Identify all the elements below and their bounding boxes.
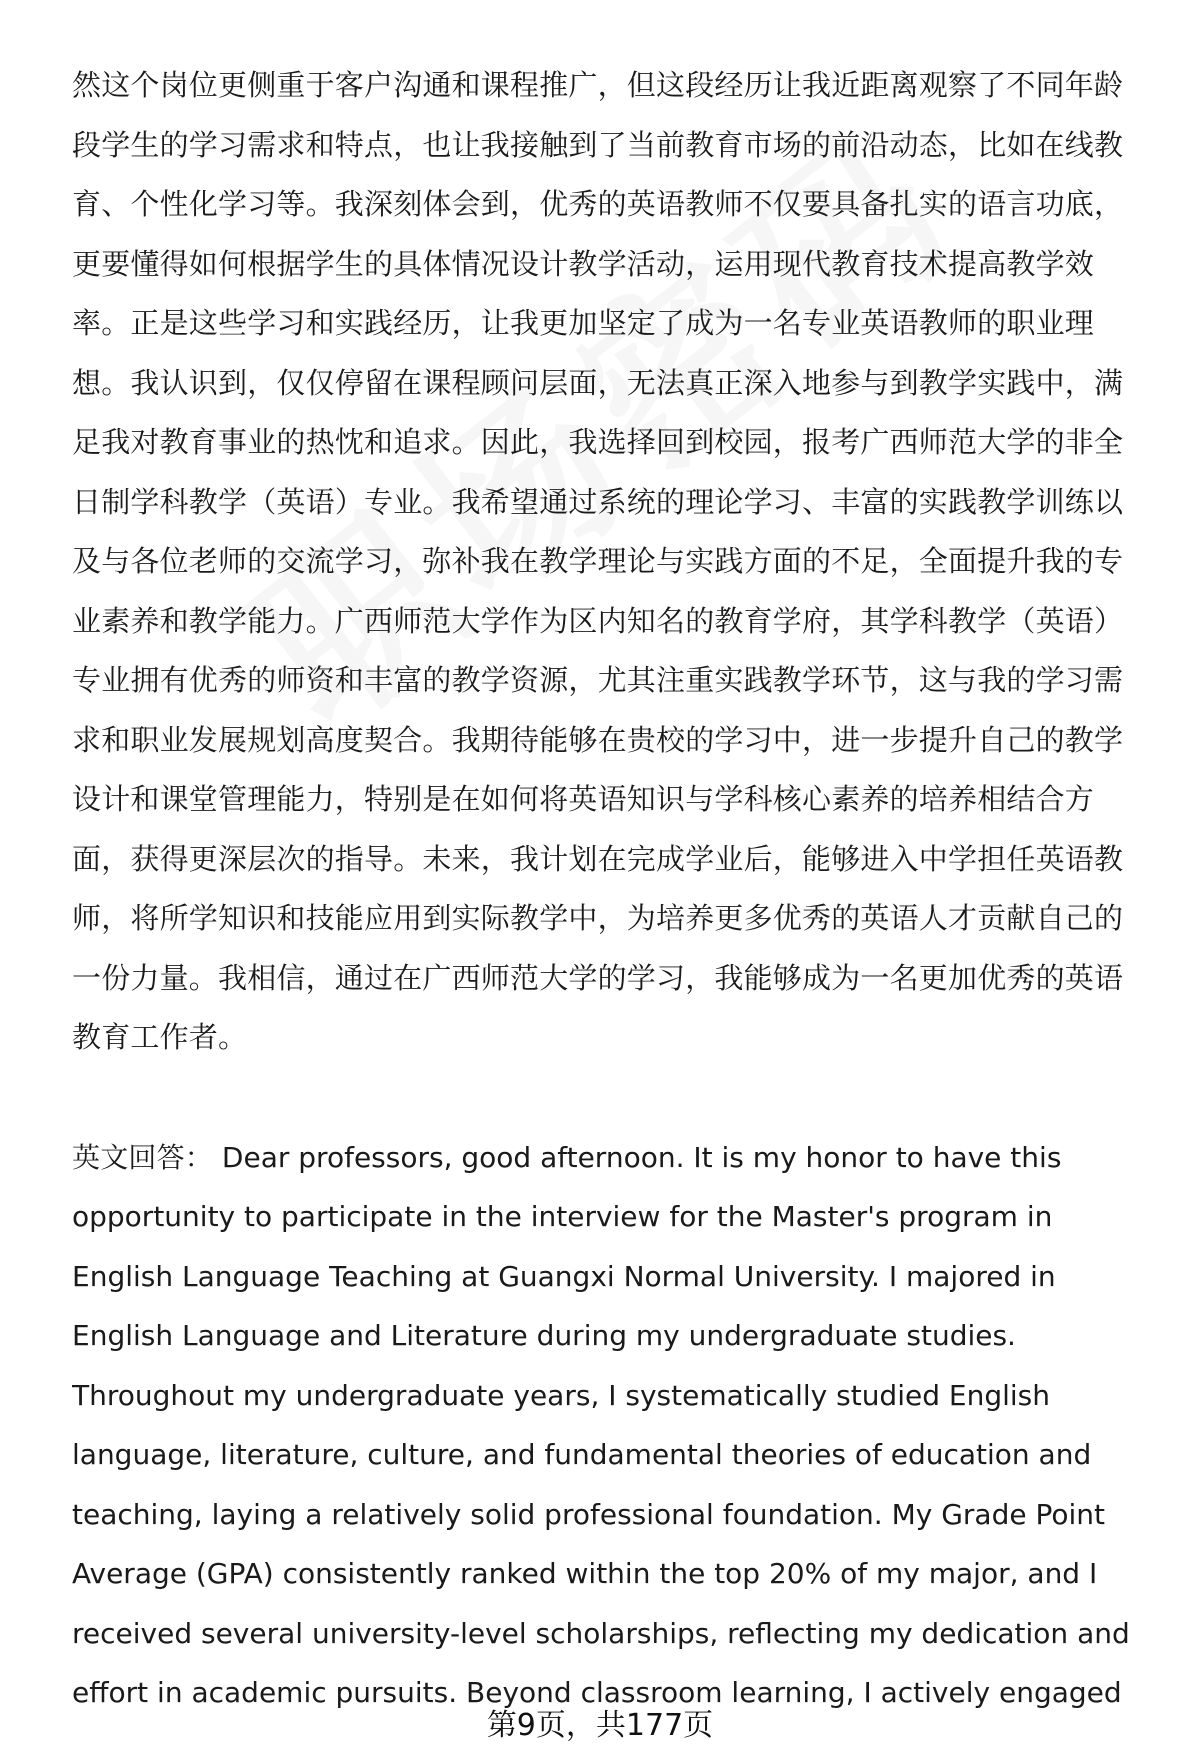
paragraph-line: 育、个性化学习等。我深刻体会到，优秀的英语教师不仅要具备扎实的语言功底， [72, 187, 1124, 221]
page-number: 第9页，共177页 [486, 1708, 714, 1743]
paragraph-line: 专业拥有优秀的师资和丰富的教学资源，尤其注重实践教学环节，这与我的学习需 [72, 663, 1124, 697]
paragraph-gap [72, 1068, 1152, 1128]
english-line: language, literature, culture, and fundamental theories of education and [72, 1438, 1092, 1471]
paragraph-line: 段学生的学习需求和特点，也让我接触到了当前教育市场的前沿动态，比如在线教 [72, 127, 1124, 162]
english-answer-first-line [72, 1128, 1152, 1188]
english-line: received several university-level scholarships, reflecting my dedication and [72, 1616, 1130, 1650]
english-line: teaching, laying a relatively solid professional foundation. My Grade Point [72, 1497, 1106, 1531]
paragraph-line: 求和职业发展规划高度契合。我期待能够在贵校的学习中，进一步提升自己的教学 [72, 722, 1124, 757]
paragraph-line: 日制学科教学（英语）专业。我希望通过系统的理论学习、丰富的实践教学训练以 [72, 484, 1124, 519]
english-line: effort in academic pursuits. Beyond classroom learning, I actively engaged [72, 1676, 1122, 1709]
english-line: English Language and Literature during my undergraduate studies. [72, 1319, 1016, 1352]
paragraph-line: 业素养和教学能力。广西师范大学作为区内知名的教育学府，其学科教学（英语） [72, 603, 1124, 638]
english-line: opportunity to participate in the interview for the Master's program in [72, 1200, 1053, 1233]
body-text [72, 56, 1152, 1723]
paragraph-line: 设计和课堂管理能力，特别是在如何将英语知识与学科核心素养的培养相结合方 [72, 782, 1095, 816]
paragraph-line: 率。正是这些学习和实践经历，让我更加坚定了成为一名专业英语教师的职业理 [72, 306, 1095, 340]
english-line: Average (GPA) consistently ranked within the top 20% of my major, and I [72, 1557, 1098, 1590]
paragraph-line: 教育工作者。 [72, 1020, 248, 1054]
paragraph-line: 师，将所学知识和技能应用到实际教学中，为培养更多优秀的英语人才贡献自己的 [72, 901, 1124, 935]
paragraph-line: 足我对教育事业的热忱和追求。因此，我选择回到校园，报考广西师范大学的非全 [72, 425, 1124, 459]
paragraph-line: 及与各位老师的交流学习，弥补我在教学理论与实践方面的不足，全面提升我的专 [72, 544, 1124, 578]
paragraph-line: 更要懂得如何根据学生的具体情况设计教学活动，运用现代教育技术提高教学效 [72, 246, 1095, 281]
paragraph-line: 面，获得更深层次的指导。未来，我计划在完成学业后，能够进入中学担任英语教 [72, 841, 1124, 876]
paragraph-line: 一份力量。我相信，通过在广西师范大学的学习，我能够成为一名更加优秀的英语 [72, 960, 1124, 995]
english-answer-label: 英文回答： [72, 1140, 214, 1174]
english-line: Throughout my undergraduate years, I systematically studied English [72, 1378, 1050, 1412]
english-answer-text: Dear professors, good afternoon. It is my honor to have this [221, 1140, 1062, 1174]
paragraph-line: 然这个岗位更侧重于客户沟通和课程推广，但这段经历让我近距离观察了不同年龄 [72, 68, 1124, 102]
english-line: English Language Teaching at Guangxi Normal University. I majored in [72, 1259, 1056, 1293]
paragraph-line: 想。我认识到，仅仅停留在课程顾问层面，无法真正深入地参与到教学实践中，满 [72, 365, 1124, 400]
